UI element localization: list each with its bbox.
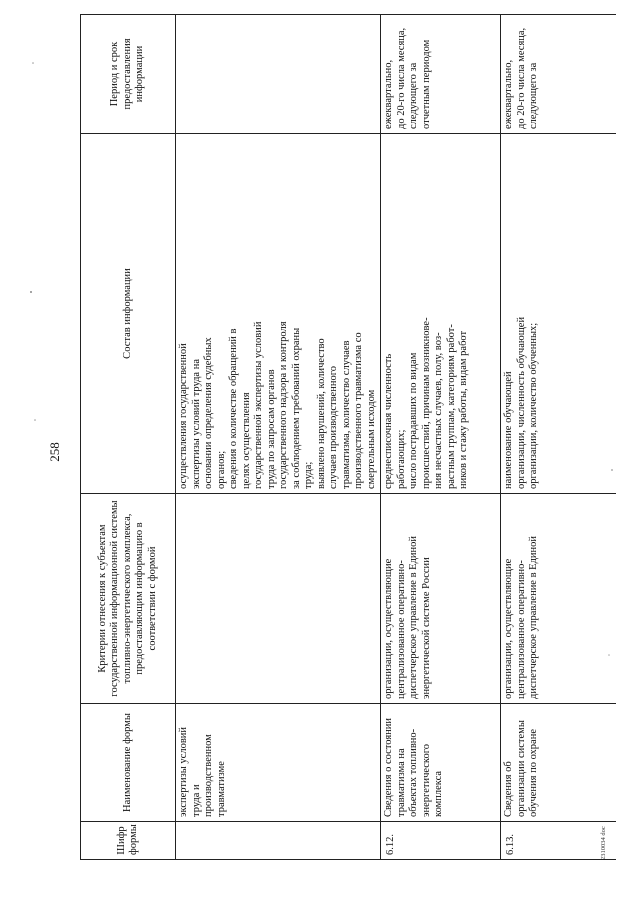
cell-line: централизованное оперативно- bbox=[515, 560, 527, 699]
table-row bbox=[381, 15, 501, 860]
cell-line: за соблюдением требований охраны bbox=[290, 327, 302, 489]
cell-line: отчетным периодом bbox=[420, 39, 432, 129]
forms-table bbox=[80, 14, 616, 860]
cell-line: происшествий, причинам возникнове- bbox=[420, 317, 432, 489]
cell-line: растным группам, категориям работ- bbox=[445, 324, 457, 489]
cell-line: следующего за bbox=[408, 62, 419, 129]
cell-line: диспетчерское управление в Единой bbox=[408, 535, 419, 699]
cell-line: органов; bbox=[215, 450, 227, 489]
cell-code: 6.12. bbox=[381, 822, 501, 860]
cell-line: Сведения о состоянии bbox=[383, 717, 394, 817]
cell-line: производственном bbox=[203, 734, 214, 817]
cell-line: ния несчастных случаев, полу, воз- bbox=[433, 332, 444, 489]
cell-line: экспертизы условий bbox=[178, 726, 189, 817]
cell-line: государственного надзора и контроля bbox=[278, 321, 289, 489]
cell-line: ежеквартально, bbox=[503, 59, 514, 129]
cell-line: наименование обучающей bbox=[503, 371, 514, 489]
cell-line: сведения о количестве обращений в bbox=[228, 328, 239, 489]
cell-line: энергетической системе России bbox=[420, 557, 432, 699]
cell-content bbox=[381, 134, 501, 494]
cell-line: основании определения судебных bbox=[203, 337, 214, 489]
cell-line: ежеквартально, bbox=[383, 59, 394, 129]
cell-line: энергетического bbox=[420, 743, 432, 817]
cell-line: комплекса bbox=[433, 770, 444, 817]
cell-line: организации, осуществляющие bbox=[503, 558, 514, 699]
cell-content bbox=[501, 134, 616, 494]
cell-line: до 20-го числа месяца, bbox=[515, 27, 527, 129]
header-criteria: Критерии отнесения к субъектам государственной информационной системы топливно-энергетического комплекса, предоставляющим информацию в соответствии с формой bbox=[81, 494, 176, 704]
cell-criteria bbox=[501, 494, 616, 704]
cell-line: труда; bbox=[303, 461, 314, 489]
cell-name bbox=[381, 704, 501, 822]
cell-line: травматизма, количество случаев bbox=[340, 340, 352, 489]
footer-doc-code: 2310034 doc bbox=[600, 826, 607, 860]
cell-line: осуществления государственной bbox=[178, 343, 189, 489]
cell-line: выявлено нарушений, количество bbox=[315, 338, 327, 489]
cell-line: среднесписочная численность bbox=[383, 353, 394, 489]
cell-line: Сведения об bbox=[503, 761, 514, 817]
cell-name bbox=[501, 704, 616, 822]
cell-line: труда и bbox=[190, 784, 202, 817]
cell-content bbox=[176, 134, 381, 494]
cell-line: организации, численность обучающей bbox=[515, 316, 527, 489]
cell-line: до 20-го числа месяца, bbox=[395, 27, 407, 129]
header-code: Шифр формы bbox=[81, 822, 176, 860]
cell-line: травматизма на bbox=[395, 748, 407, 817]
cell-line: смертельным исходом bbox=[365, 389, 377, 489]
cell-line: организации системы bbox=[515, 720, 527, 817]
cell-line: число пострадавших по видам bbox=[408, 352, 419, 489]
cell-line: централизованное оперативно- bbox=[395, 560, 407, 699]
cell-period bbox=[176, 15, 381, 134]
header-content: Состав информации bbox=[81, 134, 176, 494]
rotated-table-container bbox=[80, 15, 575, 860]
cell-line: труда по запросам органов bbox=[265, 369, 277, 489]
cell-line: работающих; bbox=[395, 429, 407, 489]
cell-line: организации, осуществляющие bbox=[383, 558, 394, 699]
cell-code: 6.13. bbox=[501, 822, 616, 860]
cell-line: экспертизы условий труда на bbox=[190, 359, 202, 489]
cell-line: случаев производственного bbox=[328, 366, 339, 489]
cell-line: следующего за bbox=[528, 62, 539, 129]
table-row bbox=[176, 15, 381, 860]
cell-line: ников и стажу работы, видам работ bbox=[458, 330, 469, 489]
table-header-row bbox=[81, 15, 176, 860]
cell-period bbox=[381, 15, 501, 134]
cell-line: государственной экспертизы условий bbox=[253, 321, 264, 489]
cell-line: производственного травматизма со bbox=[353, 332, 364, 489]
table-row bbox=[501, 15, 616, 860]
cell-criteria bbox=[381, 494, 501, 704]
cell-line: травматизме bbox=[215, 761, 227, 817]
header-period: Период и срок предоставления информации bbox=[81, 15, 176, 134]
cell-criteria bbox=[176, 494, 381, 704]
cell-period bbox=[501, 15, 616, 134]
cell-line: диспетчерское управление в Единой bbox=[528, 535, 539, 699]
cell-line: целях осуществления bbox=[240, 392, 252, 489]
cell-line: организации, количество обученных; bbox=[528, 322, 539, 489]
cell-line: обучения по охране bbox=[528, 729, 539, 817]
cell-name bbox=[176, 704, 381, 822]
cell-code bbox=[176, 822, 381, 860]
cell-line: объектах топливно- bbox=[408, 728, 419, 817]
header-name: Наименование формы bbox=[81, 704, 176, 822]
page-number: 258 bbox=[47, 442, 62, 462]
